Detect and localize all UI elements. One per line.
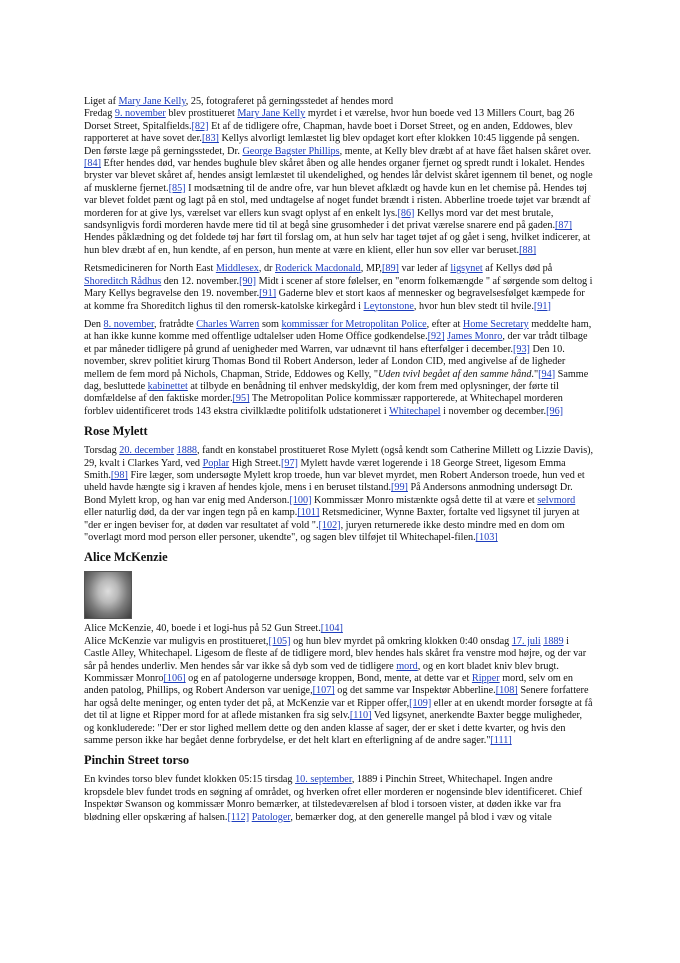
text: Gaderne blev et stort kaos af mennesker og begravelsesfølget kæmpede for at komme fra Shoreditch lighus til den romersk-katolske kirkegård i [84, 288, 585, 312]
text: , og en kort bladet kniv blev brugt. Kommissær Monro [84, 660, 559, 685]
link-home-secretary[interactable]: Home Secretary [462, 318, 529, 330]
ref-link[interactable]: [95] [232, 393, 250, 405]
ref-link[interactable]: [93] [512, 343, 530, 355]
ref-link[interactable]: [90] [239, 275, 257, 287]
text: som [259, 318, 282, 330]
link-middlesex[interactable]: Middlesex [215, 263, 259, 275]
paragraph-rose-mylett [84, 445, 594, 544]
ref-link[interactable]: [112] [227, 811, 250, 823]
link-10-september[interactable]: 10. september [295, 774, 352, 786]
link-ripper[interactable]: Ripper [471, 673, 500, 685]
text: Ved ligsynet, anerkendte Baxter begge muligheder, og konkluderede: "Der er stor lighed mellem dette og den anden klasse af sager, der er sket i dette kvarter, og hvis den samme person ikke har begået denne forbrydelse, er det helt klart en efterligning af de andre sager." [84, 710, 582, 747]
text: Midt i scener af store følelser, en "enorm folkemængde " af sørgende som deltog i Mary Kellys begravelse den 19. november. [84, 275, 593, 300]
text: og en af patologerne undersøge kroppen, Bond, mente, at dette var et [185, 673, 472, 685]
link-1889[interactable]: 1889 [543, 635, 564, 647]
alice-mckenzie-photo [84, 571, 132, 619]
paragraph-alice-lodging [84, 623, 594, 635]
text: Torsdag [84, 445, 120, 457]
ref-link[interactable]: [82] [191, 120, 209, 132]
link-charles-warren[interactable]: Charles Warren [196, 318, 260, 330]
text: Kellys alvorligt lemlæstet lig blev opdaget kort efter klokken 10:45 liggende på sengen. Den første læge på gerningsstedet, Dr. [84, 133, 580, 157]
text: mord, selv om en anden patolog, Phillips, og Robert Anderson var uenige, [84, 673, 573, 697]
text: , juryen returnerede ikke desto mindre med en dom om "overlagt mord mod person eller personer, ukendte", og sagen blev tilføjet til Whitechapel-filen. [84, 519, 565, 543]
text: , dr [258, 263, 275, 275]
heading-pinchin-street-torso: Pinchin Street torso [84, 753, 190, 768]
ref-link[interactable]: [99] [390, 482, 408, 494]
link-8-november[interactable]: 8. november [103, 318, 155, 330]
caption-text: Liget af [84, 96, 119, 107]
text: Fire læger, som undersøgte Mylett krop troede, hun var blevet myrdet, men Robert Anderson troede, hun ved et uheld havde hængte sig i kraven af hendes kjole, mens i en beruset tilstand. [84, 469, 585, 494]
link-selvmord[interactable]: selvmord [537, 494, 576, 506]
link-james-monro[interactable]: James Monro [447, 331, 503, 343]
article-page [84, 96, 594, 830]
text: af Kellys død på [482, 263, 553, 275]
text: , fratrådte [154, 318, 197, 330]
text: , hvor hun blev stedt til hvile. [413, 300, 534, 312]
ref-link[interactable]: [88] [519, 244, 537, 256]
image-caption [84, 96, 594, 108]
ref-link[interactable]: [84] [84, 158, 101, 170]
text: Kommissær Monro mistænkte også dette til at være et [311, 494, 538, 506]
link-poplar[interactable]: Poplar [202, 457, 230, 469]
text: En kvindes torso blev fundet klokken 05:15 tirsdag [84, 774, 296, 786]
text: i november og december. [440, 405, 547, 417]
ref-link[interactable]: [109] [409, 697, 432, 709]
text: Senere forfattere har også delte meninger, og enten tyder det på, at McKenzie var et Ripper offer, [84, 685, 589, 709]
link-shoreditch-radhus[interactable]: Shoreditch Rådhus [84, 275, 162, 287]
text: Samme dag, besluttede [84, 368, 589, 392]
text: Alice McKenzie, 40, boede i et logi-hus på 52 Gun Street. [84, 623, 321, 635]
link-mary-jane-kelly[interactable]: Mary Jane Kelly [118, 96, 186, 107]
link-metropolitan-police-commissioner[interactable]: kommissær for Metropolitan Police [281, 318, 427, 330]
text: , fandt en konstabel prostitueret Rose Mylett (også kendt som Catherine Millett og Lizzie Davis), 29, kvalt i Clarkes Yard, ved [84, 445, 594, 469]
link-9-november[interactable]: 9. november [114, 108, 166, 120]
ref-link[interactable]: [98] [110, 469, 128, 481]
ref-link[interactable]: [89] [381, 263, 399, 275]
ref-link[interactable]: [107] [312, 685, 335, 697]
link-patologer[interactable]: Patologer [251, 811, 291, 823]
ref-link[interactable]: [100] [289, 494, 312, 506]
text: eller at en ukendt morder forsøgte at få det til at ligne et Ripper mord for at aflede mistanken fra sig selv. [84, 697, 593, 722]
ref-link[interactable]: [92] [427, 331, 445, 343]
text: High Street. [229, 457, 281, 469]
link-17-juli[interactable]: 17. juli [511, 635, 541, 647]
text: var leder af [398, 263, 451, 275]
ref-link[interactable]: [96] [546, 405, 564, 417]
ref-link[interactable]: [94] [538, 368, 556, 380]
link-ligsynet[interactable]: ligsynet [450, 263, 483, 275]
heading-rose-mylett: Rose Mylett [84, 424, 148, 439]
link-mary-jane-kelly[interactable]: Mary Jane Kelly [237, 108, 306, 120]
text: Retsmediciner, Wynne Baxter, fortalte ved ligsynet til juryen at "der er ingen beviser for, at døden var resultatet af vold ". [84, 507, 580, 531]
text: meddelte ham, at han ikke kunne komme med offentlige udtalelser uden Home Office godkendelse. [84, 318, 592, 343]
text: , bemærker dog, at den generelle mangel på blod i væv og vitale [290, 811, 552, 823]
ref-link[interactable]: [85] [168, 182, 186, 194]
text: Fredag [84, 108, 115, 120]
ref-link[interactable]: [103] [475, 532, 498, 543]
text: Mylett havde været logerende i 18 George Street, ligesom Emma Smith. [84, 457, 566, 481]
text: , 1889 i Pinchin Street, Whitechapel. Ingen andre kropsdele blev fundet trods en søgning af området, og hverken ofret eller morderen er nogensinde blev identificeret. Chief Inspektør Swanson og kommissær Monro bemærker, at tilstedeværelsen af blod i torsoen vister, at døden ikke var fra blødning eller opskæring af halsen. [84, 774, 583, 823]
text: Alice McKenzie var muligvis en prostitueret, [84, 635, 269, 647]
text: Kellys mord var det mest brutale, sandsynligvis fordi morderen havde mere tid til at begå sine grusomheder i det privat værelse snarere end på gaden. [84, 207, 556, 232]
link-mord[interactable]: mord [396, 660, 418, 672]
text: og det samme var Inspektør Abberline. [334, 685, 496, 697]
ref-link[interactable]: [91] [259, 288, 277, 300]
paragraph-pinchin-street [84, 774, 594, 824]
link-roderick-macdonald[interactable]: Roderick Macdonald [275, 263, 361, 275]
ref-link[interactable]: [86] [397, 207, 415, 219]
link-1888[interactable]: 1888 [176, 445, 198, 457]
paragraph-kelly-murder [84, 108, 594, 257]
paragraph-warren-resignation [84, 319, 594, 418]
paragraph-inquest [84, 263, 594, 313]
text: The Metropolitan Police kommissær rapporterede, at Whitechapel morderen forblev uidentificeret trods 143 ekstra civilklædte politifolk udstationeret i [84, 393, 563, 417]
text: På Andersons anmodning undersøgt Dr. Bond Mylett krop, og han var enig med Anderson. [84, 482, 573, 506]
link-kabinettet[interactable]: kabinettet [147, 380, 188, 392]
text: , mente, at Kelly blev dræbt af at have fået halsen skåret over. [339, 145, 592, 157]
link-whitechapel[interactable]: Whitechapel [389, 405, 441, 417]
text: at tilbyde en benådning til enhver medskyldig, der kom frem med oplysninger, der førte til domfældelse af den faktiske morder. [84, 380, 559, 405]
ref-link[interactable]: [108] [495, 685, 518, 697]
text: Hendes påklædning og det foldede tøj har ført til forslag om, at hun selv har taget tøjet af og gået i seng, hvilket indicerer, at hun blev dræbt af en, hun kendte, af en person, hun mente at være en klient, eller hun sov eller var beruset. [84, 232, 591, 256]
text: og hun blev myrdet på omkring klokken 0:40 onsdag [290, 635, 512, 647]
ref-link[interactable]: [91] [533, 300, 551, 312]
ref-link[interactable]: [87] [555, 220, 573, 232]
ref-link[interactable]: [101] [297, 507, 320, 519]
text: , der var trådt tilbage et par måneder tidligere på grund af uenigheder med Warren, var udnævnt til hans efterfølger i december. [84, 331, 588, 355]
ref-link[interactable]: [106] [163, 673, 186, 685]
ref-link[interactable]: [97] [280, 457, 298, 469]
ref-link[interactable]: [105] [268, 635, 291, 647]
link-20-december[interactable]: 20. december [119, 445, 175, 457]
caption-text: , 25, fotograferet på gerningsstedet af hendes mord [185, 96, 394, 107]
text: den 12. november. [161, 275, 240, 287]
text: Et af de tidligere ofre, Chapman, havde boet i Dorset Street, og en anden, Eddowes, blev rapporteret at have sovet der. [84, 120, 573, 145]
link-leytonstone[interactable]: Leytonstone [363, 300, 414, 312]
text: , MP, [360, 263, 382, 275]
paragraph-alice-murder [84, 636, 594, 748]
text: Retsmedicineren for North East [84, 263, 216, 275]
text: Den 10. november, skrev politiet kirurg Thomas Bond til Robert Anderson, leder af London CID, med angivelse af de ligheder mellem de fem mord på Nichols, Chapman, Stride, Eddowes og Kelly, " [84, 343, 566, 380]
link-george-bagster-phillips[interactable]: George Bagster Phillips [242, 145, 340, 157]
ref-link[interactable]: [102] [318, 519, 341, 531]
text: myrdet i et værelse, hvor hun boede ved 13 Millers Court, bag 26 Dorset Street, Spitalfields. [84, 108, 575, 132]
text: ." [531, 368, 539, 380]
text: I modsætning til de andre ofre, var hun blevet afklædt og havde kun en let chemise på. Hendes tøj var blevet foldet pænt og lagt på en stol, med undtagelse af noget fundet brændt i risten. Abberline troede tøjet var brændt af morderen for at give lys, værelset var ellers kun svagt oplyst af en enkelt lys. [84, 182, 591, 219]
text: Efter hendes død, var hendes bughule blev skåret åben og alle hendes organer fjernet og spredt rundt i lokalet. Hendes bryster var blevet skåret af, hendes ansigt lemlæstet til ukendelighed, og hendes lår delvist skåret igennem til benet, og nogle af musklerne fjernet. [84, 158, 593, 194]
italic-quote: Uden tvivl begået af den samme hånd [378, 368, 532, 380]
text: i Castle Alley, Whitechapel. Ligesom de fleste af de tidligere mord, blev hendes hals skåret fra venstre mod højre, og der var sår på hendes underliv. Men hendes sår var ikke så dyb som ved de tidligere [84, 635, 587, 672]
ref-link[interactable]: [111] [490, 735, 512, 747]
text: blev prostitueret [165, 108, 238, 120]
text: Den [84, 318, 104, 330]
ref-link[interactable]: [104] [320, 623, 343, 635]
heading-alice-mckenzie: Alice McKenzie [84, 550, 168, 565]
text: , efter at [426, 318, 463, 330]
text: eller naturlig død, da der var ingen tegn på en kamp. [84, 507, 298, 519]
ref-link[interactable]: [110] [349, 710, 372, 722]
ref-link[interactable]: [83] [201, 133, 219, 145]
